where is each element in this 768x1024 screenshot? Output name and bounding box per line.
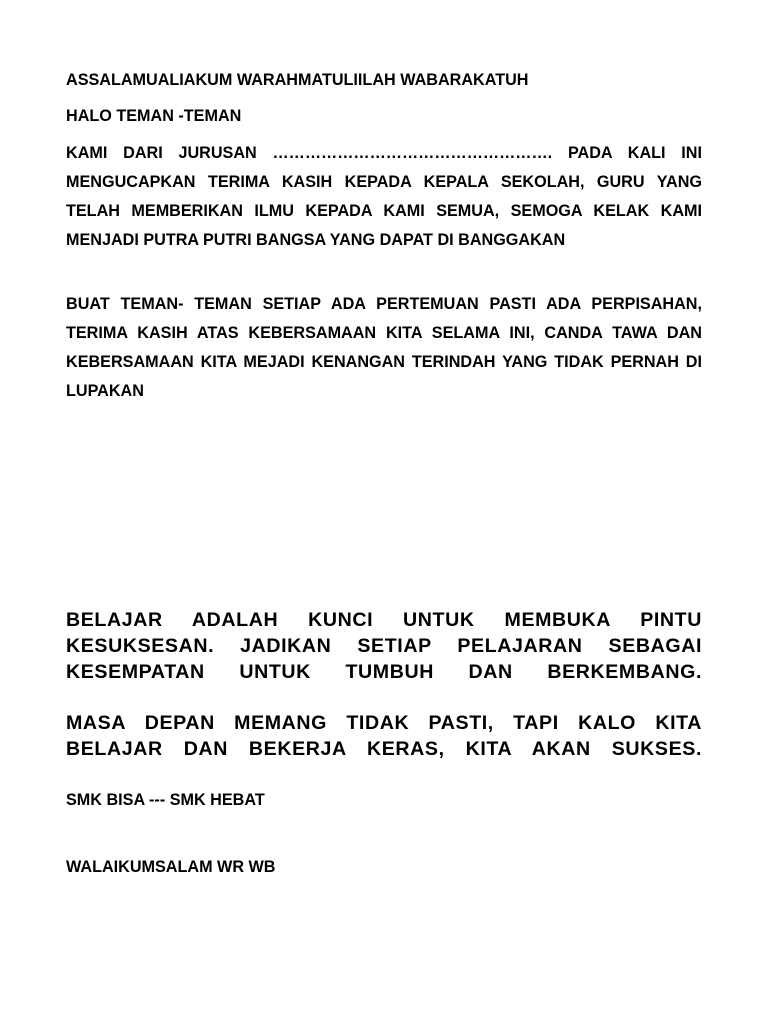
farewell-paragraph: BUAT TEMAN- TEMAN SETIAP ADA PERTEMUAN PASTI ADA PERPISAHAN, TERIMA KASIH ATAS KEBERSAMAAN KITA SELAMA INI, CANDA TAWA DAN KEBERSAMAAN KITA MEJADI KENANGAN TERINDAH YANG TIDAK PERNAH DI LUPAKAN — [66, 295, 702, 400]
learning-quote: BELAJAR ADALAH KUNCI UNTUK MEMBUKA PINTU KESUKSESAN. JADIKAN SETIAP PELAJARAN SEBAGAI KESEMPATAN UNTUK TUMBUH DAN BERKEMBANG. — [66, 609, 702, 683]
hello-line: HALO TEMAN -TEMAN — [66, 107, 242, 125]
closing-line: WALAIKUMSALAM WR WB — [66, 858, 276, 876]
motto-line: SMK BISA --- SMK HEBAT — [66, 791, 265, 809]
future-quote: MASA DEPAN MEMANG TIDAK PASTI, TAPI KALO KITA BELAJAR DAN BEKERJA KERAS, KITA AKAN SUKSES. — [66, 712, 702, 760]
greeting-line: ASSALAMUALIAKUM WARAHMATULIILAH WABARAKATUH — [66, 71, 529, 89]
thanks-paragraph: KAMI DARI JURUSAN ……………………………………………. PADA KALI INI MENGUCAPKAN TERIMA KASIH KEPADA KEPALA SEKOLAH, GURU YANG TELAH MEMBERIKAN ILMU KEPADA KAMI SEMUA, SEMOGA KELAK KAMI MENJADI PUTRA PUTRI BANGSA YANG DAPAT DI BANGGAKAN — [66, 144, 702, 249]
